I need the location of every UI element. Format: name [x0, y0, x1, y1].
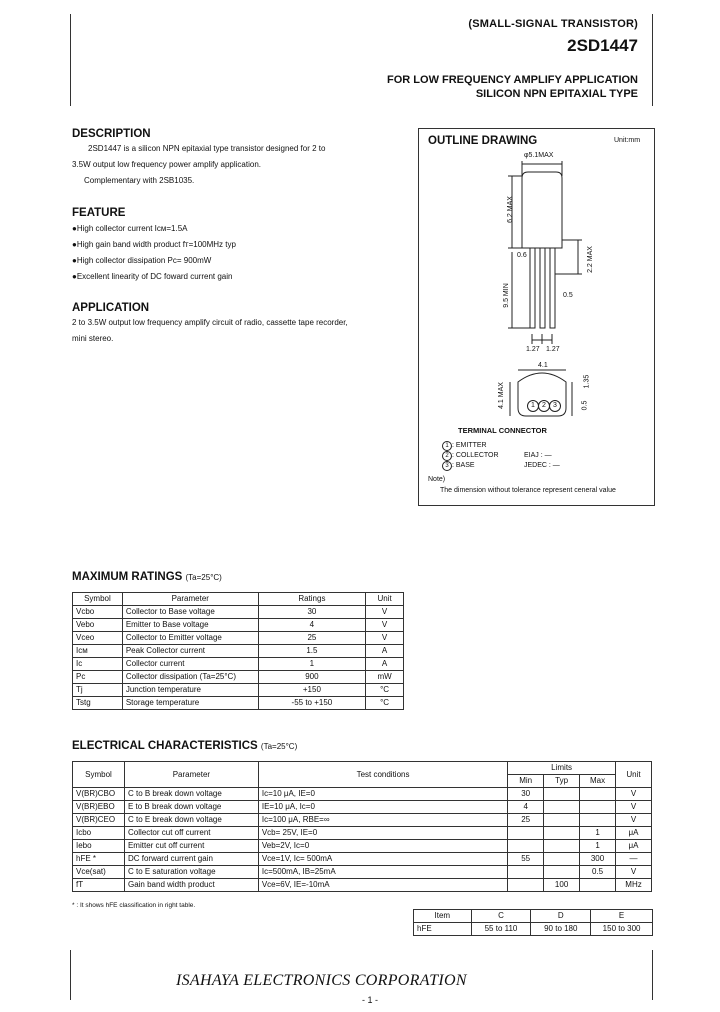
table-cell: V: [366, 619, 404, 632]
table-cell: 4: [508, 801, 544, 814]
table-cell: -55 to +150: [258, 697, 365, 710]
table-cell: +150: [258, 684, 365, 697]
table-cell: 900: [258, 671, 365, 684]
table-cell: 90 to 180: [531, 923, 591, 936]
table-cell: hFE: [414, 923, 472, 936]
company-name: ISAHAYA ELECTRONICS CORPORATION: [176, 972, 467, 989]
table-cell: Gain band width product: [124, 879, 258, 892]
table-cell: Ic=10 μA, IE=0: [258, 788, 507, 801]
table-cell: Collector to Emitter voltage: [122, 632, 258, 645]
table-cell: V(BR)CEO: [73, 814, 125, 827]
table-cell: hFE *: [73, 853, 125, 866]
note-text: The dimension without tolerance represent ceneral value: [440, 487, 616, 494]
table-cell: Icм: [73, 645, 123, 658]
table-header-row: [414, 910, 653, 923]
table-cell: Collector current: [122, 658, 258, 671]
table-header-row: [73, 762, 652, 775]
feature-item: ●Excellent linearity of DC foward current gain: [72, 272, 233, 281]
table-cell: D: [531, 910, 591, 923]
table-cell: C to E break down voltage: [124, 814, 258, 827]
pin-2: 2: [538, 400, 550, 412]
application-title: APPLICATION: [72, 302, 150, 314]
table-cell: Tstg: [73, 697, 123, 710]
feature-list: [72, 221, 236, 285]
table-cell: Iebo: [73, 840, 125, 853]
description-text: [72, 141, 412, 189]
table-cell: Max: [580, 775, 616, 788]
category-label: (SMALL-SIGNAL TRANSISTOR): [468, 18, 638, 30]
table-cell: [508, 879, 544, 892]
table-cell: Min: [508, 775, 544, 788]
table-row: [73, 684, 404, 697]
lead-1: [530, 248, 535, 328]
table-cell: Collector dissipation (Ta=25°C): [122, 671, 258, 684]
outline-title: OUTLINE DRAWING: [428, 135, 538, 147]
table-row: [73, 801, 652, 814]
header-left-rule: [70, 14, 71, 106]
table-row: [73, 658, 404, 671]
table-cell: [544, 853, 580, 866]
table-cell: [544, 827, 580, 840]
dim-1-35: 1.35: [583, 374, 591, 389]
table-cell: 1.5: [258, 645, 365, 658]
table-cell: [580, 801, 616, 814]
table-cell: 300: [580, 853, 616, 866]
table-cell: [508, 827, 544, 840]
description-line-2: 3.5W output low frequency power amplify application.: [72, 160, 261, 169]
table-cell: °C: [366, 697, 404, 710]
table-cell: Symbol: [73, 593, 123, 606]
table-row: [73, 632, 404, 645]
table-cell: E to B break down voltage: [124, 801, 258, 814]
terminal-1-icon: 1: [442, 441, 452, 451]
table-cell: MHz: [616, 879, 652, 892]
application-text: [72, 315, 348, 347]
table-cell: Tj: [73, 684, 123, 697]
table-cell: Emitter cut off current: [124, 840, 258, 853]
table-cell: [544, 866, 580, 879]
elec-footnote: * : It shows hFE classification in right table.: [72, 902, 196, 909]
dim-2-2: 2.2 MAX: [586, 246, 594, 273]
lead-2: [540, 248, 545, 328]
table-cell: Typ: [544, 775, 580, 788]
hfe-class-table: [413, 909, 653, 936]
table-cell: A: [366, 658, 404, 671]
table-cell: 25: [258, 632, 365, 645]
table-row: [73, 606, 404, 619]
table-cell: mW: [366, 671, 404, 684]
table-cell: [544, 840, 580, 853]
feature-item: ●High gain band width product fт=100MHz typ: [72, 240, 236, 249]
feature-item: ●High collector current Icм=1.5A: [72, 224, 188, 233]
part-number: 2SD1447: [567, 36, 638, 55]
table-cell: Junction temperature: [122, 684, 258, 697]
eiaj-label: EIAJ : —: [524, 452, 552, 459]
table-cell: 0.5: [580, 866, 616, 879]
dim-0-5b: 0.5: [581, 400, 589, 411]
table-cell: Vcbo: [73, 606, 123, 619]
table-cell: Parameter: [124, 762, 258, 788]
type-line: SILICON NPN EPITAXIAL TYPE: [475, 88, 638, 100]
application-line-1: 2 to 3.5W output low frequency amplify circuit of radio, cassette tape recorder,: [72, 318, 348, 327]
terminal-emitter: : EMITTER: [452, 442, 487, 449]
table-cell: C: [471, 910, 531, 923]
table-cell: Ratings: [258, 593, 365, 606]
table-row: [73, 866, 652, 879]
table-cell: [544, 788, 580, 801]
table-cell: Peak Collector current: [122, 645, 258, 658]
table-row: [73, 697, 404, 710]
table-cell: Veb=2V, Ic=0: [258, 840, 507, 853]
terminal-base: : BASE: [452, 462, 475, 469]
dim-4-1: 4.1: [538, 362, 548, 369]
bullet-icon: ●: [72, 240, 77, 249]
terminal-2-icon: 2: [442, 451, 452, 461]
note-label: Note): [428, 476, 446, 483]
table-cell: Ic=100 μA, RBE=∞: [258, 814, 507, 827]
table-cell: [580, 879, 616, 892]
table-cell: 30: [508, 788, 544, 801]
bullet-icon: ●: [72, 256, 77, 265]
table-cell: V: [616, 814, 652, 827]
table-cell: [544, 814, 580, 827]
table-row: [73, 840, 652, 853]
pin-1: 1: [527, 400, 539, 412]
table-cell: [508, 840, 544, 853]
table-row: [73, 645, 404, 658]
table-cell: Vce=6V, IE=-10mA: [258, 879, 507, 892]
page-number: - 1 -: [362, 995, 379, 1005]
bullet-icon: ●: [72, 272, 77, 281]
table-cell: C to B break down voltage: [124, 788, 258, 801]
table-row: [73, 879, 652, 892]
table-cell: [544, 801, 580, 814]
table-cell: Vebo: [73, 619, 123, 632]
table-cell: [580, 814, 616, 827]
table-cell: V: [616, 866, 652, 879]
pin-3: 3: [549, 400, 561, 412]
feature-item: ●High collector dissipation Pc= 900mW: [72, 256, 212, 265]
table-cell: V: [616, 788, 652, 801]
table-cell: Symbol: [73, 762, 125, 788]
table-cell: V(BR)EBO: [73, 801, 125, 814]
max-ratings-title: MAXIMUM RATINGS (Ta=25°C): [72, 571, 222, 583]
table-cell: μA: [616, 840, 652, 853]
table-row: [73, 671, 404, 684]
application-line-2: mini stereo.: [72, 334, 114, 343]
table-cell: Vceo: [73, 632, 123, 645]
table-cell: Vcb= 25V, IE=0: [258, 827, 507, 840]
table-cell: IE=10 μA, Ic=0: [258, 801, 507, 814]
table-cell: [580, 788, 616, 801]
table-cell: Vce(sat): [73, 866, 125, 879]
table-cell: Collector to Base voltage: [122, 606, 258, 619]
table-cell: V: [366, 632, 404, 645]
feature-title: FEATURE: [72, 207, 126, 219]
dim-pitch-b: 1.27: [546, 346, 560, 353]
description-title: DESCRIPTION: [72, 128, 151, 140]
table-cell: V(BR)CBO: [73, 788, 125, 801]
terminal-list: [442, 441, 499, 471]
application-line: FOR LOW FREQUENCY AMPLIFY APPLICATION: [387, 74, 638, 86]
terminal-title: TERMINAL CONNECTOR: [458, 426, 547, 435]
table-cell: 30: [258, 606, 365, 619]
table-cell: 150 to 300: [591, 923, 653, 936]
table-cell: 55 to 110: [471, 923, 531, 936]
table-cell: 55: [508, 853, 544, 866]
table-cell: V: [616, 801, 652, 814]
footer-right-rule: [652, 950, 653, 1000]
dim-lead-length: 9.5 MIN: [502, 283, 510, 308]
table-cell: Collector cut off current: [124, 827, 258, 840]
max-ratings-table: [72, 592, 404, 710]
table-cell: μA: [616, 827, 652, 840]
table-row: [73, 827, 652, 840]
table-cell: 4: [258, 619, 365, 632]
header-right-rule: [652, 14, 653, 106]
table-cell: V: [366, 606, 404, 619]
table-cell: 1: [580, 827, 616, 840]
table-cell: 1: [580, 840, 616, 853]
dim-pitch-a: 1.27: [526, 346, 540, 353]
table-cell: Storage temperature: [122, 697, 258, 710]
table-row: [414, 923, 653, 936]
table-row: [73, 619, 404, 632]
table-cell: 100: [544, 879, 580, 892]
unit-label: Unit:mm: [614, 137, 641, 144]
table-cell: °C: [366, 684, 404, 697]
table-cell: DC forward current gain: [124, 853, 258, 866]
bullet-icon: ●: [72, 224, 77, 233]
table-cell: Pc: [73, 671, 123, 684]
elec-title: ELECTRICAL CHARACTERISTICS (Ta=25°C): [72, 740, 298, 752]
footer-left-rule: [70, 950, 71, 1000]
table-cell: Ic: [73, 658, 123, 671]
table-cell: A: [366, 645, 404, 658]
dim-0-6: 0.6: [517, 252, 527, 259]
table-cell: Icbo: [73, 827, 125, 840]
table-cell: 1: [258, 658, 365, 671]
table-header-row: [73, 593, 404, 606]
lead-3: [550, 248, 555, 328]
table-cell: Unit: [366, 593, 404, 606]
table-cell: Ic=500mA, IB=25mA: [258, 866, 507, 879]
table-cell: C to E saturation voltage: [124, 866, 258, 879]
table-cell: Item: [414, 910, 472, 923]
table-cell: [508, 866, 544, 879]
table-row: [73, 853, 652, 866]
table-cell: Test conditions: [258, 762, 507, 788]
description-line-1: 2SD1447 is a silicon NPN epitaxial type transistor designed for 2 to: [88, 144, 326, 153]
table-cell: —: [616, 853, 652, 866]
table-cell: Limits: [508, 762, 616, 775]
description-line-3: Complementary with 2SB1035.: [84, 176, 195, 185]
table-cell: Emitter to Base voltage: [122, 619, 258, 632]
dim-diameter: φ5.1MAX: [524, 152, 554, 159]
table-cell: Vce=1V, Ic= 500mA: [258, 853, 507, 866]
elec-table: [72, 761, 652, 892]
table-row: [73, 788, 652, 801]
table-cell: 25: [508, 814, 544, 827]
dim-height: 6.2 MAX: [506, 196, 514, 223]
table-row: [73, 814, 652, 827]
terminal-collector: : COLLECTOR: [452, 452, 499, 459]
dim-0-5a: 0.5: [563, 292, 573, 299]
jedec-label: JEDEC : —: [524, 462, 560, 469]
terminal-3-icon: 3: [442, 461, 452, 471]
transistor-body: [522, 172, 562, 248]
table-cell: Parameter: [122, 593, 258, 606]
dim-4-1-max: 4.1 MAX: [497, 382, 505, 409]
table-cell: Unit: [616, 762, 652, 788]
table-cell: E: [591, 910, 653, 923]
table-cell: fT: [73, 879, 125, 892]
